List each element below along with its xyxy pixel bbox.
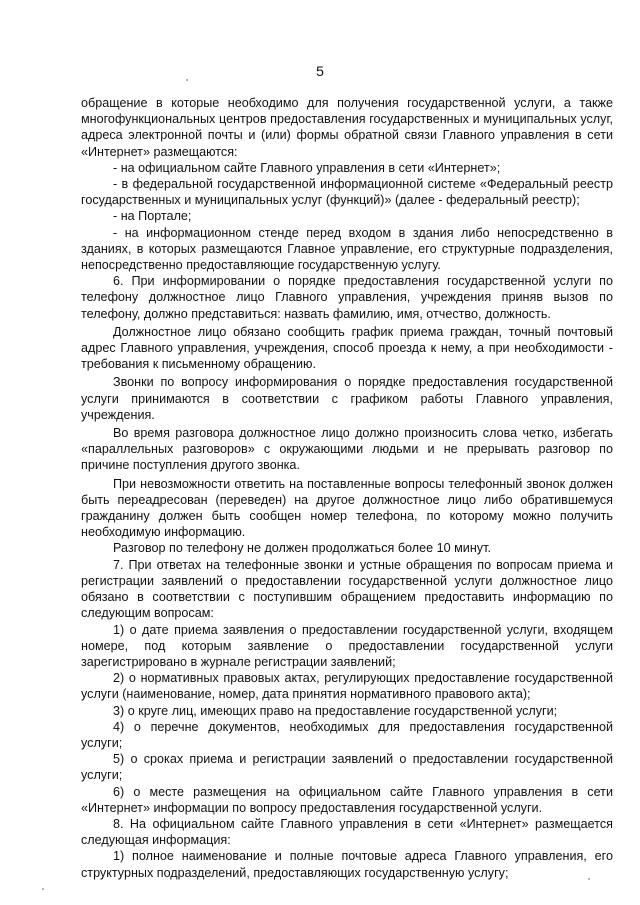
paragraph: 1) полное наименование и полные почтовые адреса Главного управления, его структурных подразделений, предоставляющих государственную услугу; <box>81 849 613 880</box>
paragraph: Во время разговора должностное лицо должно произносить слова четко, избегать «параллельных разговоров» с окружающими людьми и не прерывать разговор по причине поступления другого звонка. <box>81 426 613 473</box>
paragraph: 8. На официальном сайте Главного управления в сети «Интернет» размещается следующая информация: <box>81 816 613 848</box>
paragraph: 7. При ответах на телефонные звонки и устные обращения по вопросам приема и регистрации заявлений о предоставлении государственной услуги должностное лицо обязано в соответствии с поступившим обращением предоставить информацию по следующим вопросам: <box>81 557 613 621</box>
paragraph: 2) о нормативных правовых актах, регулирующих предоставление государственной услуги (наименование, номер, дата принятия нормативного правового акта); <box>81 671 613 702</box>
scan-speck <box>588 878 590 880</box>
paragraph: 5) о сроках приема и регистрации заявлений о предоставлении государственной услуги; <box>81 752 613 783</box>
paragraph: 6. При информировании о порядке предоставления государственной услуги по телефону должностное лицо Главного управления, учреждения приняв вызов по телефону, должно представиться: назвать фамилию, имя, отчество, должность. <box>81 274 613 321</box>
paragraph: обращение в которые необходимо для получения государственной услуги, а также многофункциональных центров предоставления государственных и муниципальных услуг, адреса электронной почты и (или) формы обратной связи Главного управления в сети «Интернет» размещаются: <box>81 96 613 159</box>
paragraph: - на информационном стенде перед входом в здания либо непосредственно в зданиях, в которых размещаются Главное управление, его структурные подразделения, непосредственно предоставляющие государственную услугу. <box>81 225 613 273</box>
paragraph: - в федеральной государственной информационной системе «Федеральный реестр государственных и муниципальных услуг (функций)» (далее - федеральный реестр); <box>81 177 613 208</box>
paragraph: 1) о дате приема заявления о предоставлении государственной услуги, входящем номере, под которым заявление о предоставлении государственной услуги зарегистрировано в журнале регистрации заявлений; <box>81 622 613 669</box>
paragraph: При невозможности ответить на поставленные вопросы телефонный звонок должен быть переадресован (переведен) на другое должностное лицо либо обратившемуся гражданину должен быть сообщен номер телефона, по которому можно получить необходимую информацию. <box>81 476 613 540</box>
document-body <box>81 95 613 881</box>
page-number: 5 <box>316 63 324 79</box>
paragraph: 3) о круге лиц, имеющих право на предоставление государственной услуги; <box>113 703 558 718</box>
paragraph: 4) о перечне документов, необходимых для предоставления государственной услуги; <box>81 719 613 750</box>
scan-speck <box>186 79 188 81</box>
paragraph: Звонки по вопросу информирования о порядке предоставления государственной услуги принимаются в соответствии с графиком работы Главного управления, учреждения. <box>81 375 613 422</box>
paragraph: Разговор по телефону не должен продолжаться более 10 минут. <box>113 541 491 556</box>
paragraph: - на Портале; <box>113 209 192 224</box>
scan-speck <box>42 888 44 890</box>
paragraph: Должностное лицо обязано сообщить график приема граждан, точный почтовый адрес Главного управления, учреждения, способ проезда к нему, а при необходимости - требования к письменному обращению. <box>81 324 613 372</box>
paragraph: 6) о месте размещения на официальном сайте Главного управления в сети «Интернет» информации по вопросу предоставления государственной услуги. <box>81 784 613 815</box>
paragraph: - на официальном сайте Главного управления в сети «Интернет»; <box>113 160 501 175</box>
